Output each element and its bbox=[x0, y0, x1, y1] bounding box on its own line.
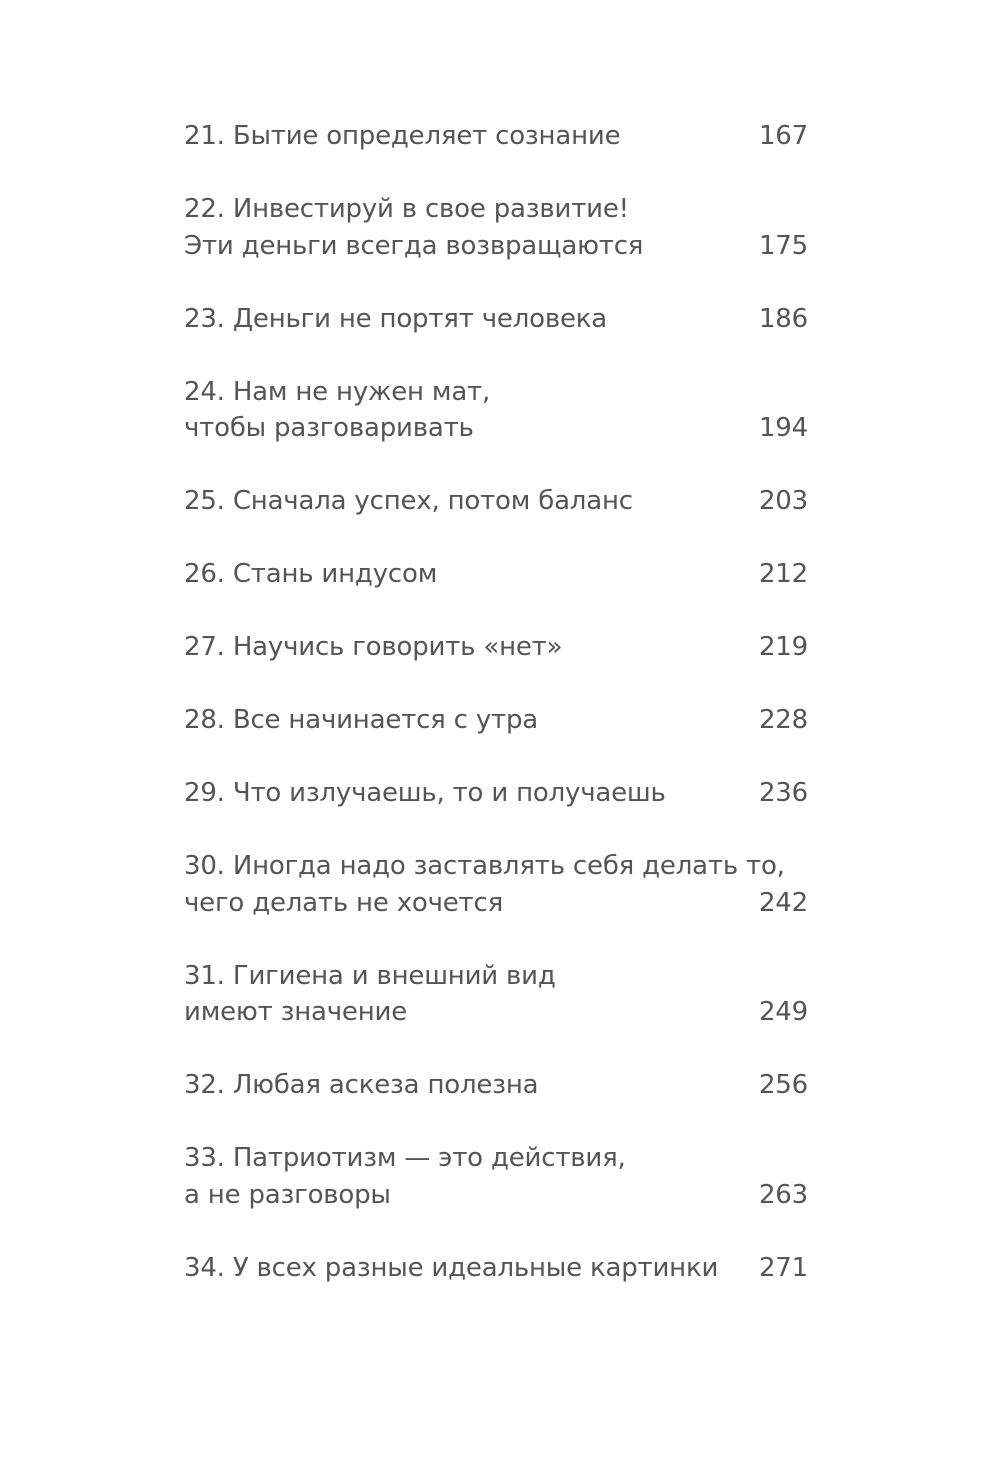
page-number: 212 bbox=[758, 559, 808, 589]
toc-entry-31[interactable] bbox=[184, 958, 808, 1031]
page-number: 186 bbox=[758, 303, 808, 334]
chapter-title-line: 22. Инвестируй в свое развитие! bbox=[184, 194, 629, 224]
chapter-title-line: имеют значение bbox=[184, 997, 408, 1027]
chapter-title bbox=[184, 1067, 754, 1104]
chapter-title-line: 28. Все начинается с утра bbox=[184, 705, 538, 735]
chapter-title-line: 27. Научись говорить «нет» bbox=[184, 632, 563, 662]
toc-entry-29[interactable] bbox=[184, 775, 808, 812]
toc-entry-24[interactable] bbox=[184, 374, 808, 447]
page-number: 194 bbox=[758, 413, 808, 443]
toc-entry-34[interactable] bbox=[184, 1250, 808, 1287]
toc-entry-28[interactable] bbox=[184, 702, 808, 739]
toc-entry-27[interactable] bbox=[184, 629, 808, 666]
chapter-title-line: 34. У всех разные идеальные картинки bbox=[184, 1252, 719, 1283]
chapter-title-line: 21. Бытие определяет сознание bbox=[184, 121, 621, 151]
chapter-title bbox=[184, 1250, 754, 1287]
chapter-title-line: 32. Любая аскеза полезна bbox=[184, 1070, 539, 1100]
toc-entry-21[interactable] bbox=[184, 118, 808, 155]
toc-entry-30[interactable] bbox=[184, 848, 808, 921]
page-number: 263 bbox=[758, 1179, 808, 1210]
chapter-title-line: 25. Сначала успех, потом баланс bbox=[184, 486, 633, 516]
page-number: 228 bbox=[758, 705, 808, 735]
page-number: 242 bbox=[758, 887, 808, 918]
chapter-title bbox=[184, 556, 754, 593]
chapter-title-line: 29. Что излучаешь, то и получаешь bbox=[184, 778, 666, 808]
toc-entry-33[interactable] bbox=[184, 1140, 808, 1213]
page-number: 271 bbox=[758, 1252, 808, 1283]
chapter-title bbox=[184, 702, 754, 739]
page-number: 175 bbox=[758, 230, 808, 261]
chapter-title-line: 31. Гигиена и внешний вид bbox=[184, 960, 556, 991]
chapter-title bbox=[184, 629, 754, 666]
chapter-title-line: 24. Нам не нужен мат, bbox=[184, 376, 491, 407]
chapter-title bbox=[184, 1140, 754, 1213]
page-number: 167 bbox=[758, 121, 808, 151]
chapter-title-line: 23. Деньги не портят человека bbox=[184, 303, 607, 334]
chapter-title bbox=[184, 301, 754, 338]
chapter-title-line: 30. Иногда надо заставлять себя делать то, bbox=[184, 851, 785, 881]
chapter-title bbox=[184, 483, 754, 520]
toc-entry-26[interactable] bbox=[184, 556, 808, 593]
chapter-title bbox=[184, 775, 754, 812]
toc-entry-25[interactable] bbox=[184, 483, 808, 520]
toc-entry-23[interactable] bbox=[184, 301, 808, 338]
chapter-title-line: Эти деньги всегда возвращаются bbox=[184, 230, 644, 261]
page-number: 236 bbox=[758, 778, 808, 808]
chapter-title-line: чтобы разговаривать bbox=[184, 413, 474, 443]
chapter-title bbox=[184, 958, 754, 1031]
page-number: 256 bbox=[758, 1070, 808, 1100]
page-number: 203 bbox=[758, 486, 808, 516]
chapter-title bbox=[184, 118, 754, 155]
chapter-title-line: 26. Стань индусом bbox=[184, 559, 438, 589]
toc-entry-32[interactable] bbox=[184, 1067, 808, 1104]
chapter-title-line: чего делать не хочется bbox=[184, 887, 504, 918]
chapter-title-line: 33. Патриотизм — это действия, bbox=[184, 1143, 626, 1173]
table-of-contents bbox=[184, 118, 808, 1323]
chapter-title bbox=[184, 191, 754, 264]
chapter-title bbox=[184, 374, 754, 447]
page-number: 219 bbox=[758, 632, 808, 662]
page-number: 249 bbox=[758, 997, 808, 1027]
chapter-title-line: а не разговоры bbox=[184, 1179, 391, 1210]
toc-entry-22[interactable] bbox=[184, 191, 808, 264]
